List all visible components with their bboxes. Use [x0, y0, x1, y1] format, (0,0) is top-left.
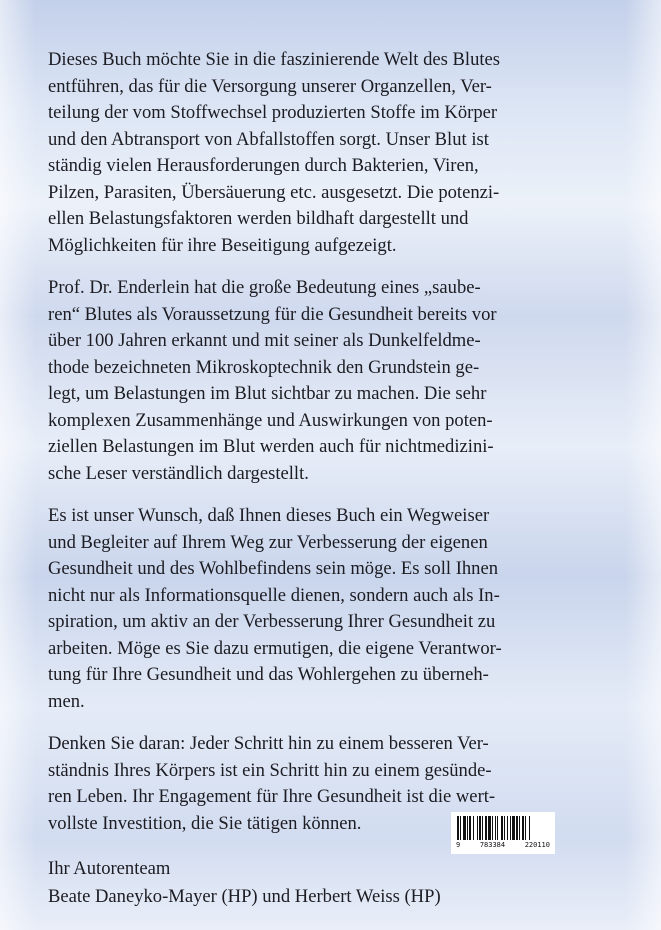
barcode-bar — [510, 816, 511, 840]
barcode-bar — [463, 816, 466, 840]
text-line: und den Abtransport von Abfallstoffen sorgt. Unser Blut ist — [48, 128, 489, 150]
barcode-bar — [522, 816, 524, 840]
text-line: men. — [48, 690, 85, 712]
barcode-bar — [488, 816, 491, 840]
back-cover-text — [48, 47, 634, 911]
barcode-bar — [477, 816, 478, 840]
text-line: sche Leser verständlich dargestellt. — [48, 462, 309, 484]
barcode-bar — [469, 816, 471, 840]
paragraph-intro — [48, 47, 634, 259]
text-line: ständnis Ihres Körpers ist ein Schritt hin zu einem gesünde- — [48, 759, 492, 781]
barcode-bar — [497, 816, 498, 840]
text-line: ziellen Belastungen im Blut werden auch für nichtmedizini- — [48, 436, 494, 457]
barcode-bar — [525, 816, 526, 840]
text-line: Pilzen, Parasiten, Übersäuerung etc. ausgesetzt. Die potenzi- — [48, 181, 500, 203]
text-line: ren Leben. Ihr Engagement für Ihre Gesundheit ist die wert- — [48, 786, 496, 807]
paragraph-enderlein — [48, 275, 634, 487]
text-line: ellen Belastungsfaktoren werden bildhaft dargestellt und — [48, 208, 469, 229]
barcode-digits — [456, 841, 550, 849]
text-line: ständig vielen Herausforderungen durch Bakterien, Viren, — [48, 155, 479, 176]
text-line: und Begleiter auf Ihrem Weg zur Verbesserung der eigenen — [48, 531, 488, 553]
barcode-bar — [457, 816, 459, 840]
barcode-bar — [485, 816, 487, 840]
barcode-bar — [460, 816, 461, 840]
text-line: tung für Ihre Gesundheit und das Wohlergehen zu überneh- — [48, 664, 489, 685]
barcode-digit-group: 783384 — [479, 841, 506, 849]
barcode-digit-group: 9 — [456, 841, 461, 849]
text-line: über 100 Jahren erkannt und mit seiner als Dunkelfeldme- — [48, 330, 481, 351]
barcode-bars — [456, 816, 550, 840]
text-line: Es ist unser Wunsch, daß Ihnen dieses Buch ein Wegweiser — [48, 505, 490, 526]
author-team-label: Ihr Autorenteam — [48, 858, 171, 879]
barcode-bar — [479, 816, 481, 840]
barcode-bar — [516, 816, 518, 840]
text-line: vollste Investition, die Sie tätigen können. — [48, 812, 362, 834]
barcode-bar — [495, 816, 496, 840]
barcode-bar — [501, 816, 503, 840]
barcode-bar — [467, 816, 468, 840]
text-line: Gesundheit und des Wohlbefindens sein möge. Es soll Ihnen — [48, 558, 499, 579]
text-line: Prof. Dr. Enderlein hat die große Bedeutung eines „saube- — [48, 277, 481, 298]
text-line: nicht nur als Informationsquelle dienen, sondern auch als In- — [48, 584, 500, 606]
barcode-bar — [492, 816, 493, 840]
left-edge-highlight — [0, 0, 36, 930]
barcode-bar — [519, 816, 520, 840]
barcode-bar — [512, 816, 515, 840]
barcode-bar — [473, 816, 474, 840]
signature-block — [48, 855, 634, 911]
text-line: komplexen Zusammenhänge und Auswirkungen von poten- — [48, 409, 493, 431]
barcode-digit-group: 220110 — [524, 841, 550, 849]
text-line: arbeiten. Möge es Sie dazu ermutigen, die eigene Verantwor- — [48, 637, 502, 659]
paragraph-wish — [48, 503, 634, 715]
barcode-bar — [504, 816, 505, 840]
text-line: spiration, um aktiv an der Verbesserung Ihrer Gesundheit zu — [48, 611, 496, 632]
text-line: Möglichkeiten für ihre Beseitigung aufgezeigt. — [48, 234, 397, 256]
barcode-bar — [507, 816, 508, 840]
barcode-bar — [482, 816, 483, 840]
text-line: thode bezeichneten Mikroskoptechnik den Grundstein ge- — [48, 356, 480, 378]
author-names: Beate Daneyko-Mayer (HP) und Herbert Weiss (HP) — [48, 886, 441, 907]
text-line: Denken Sie daran: Jeder Schritt hin zu einem besseren Ver- — [48, 733, 489, 754]
barcode-bar — [529, 816, 530, 840]
text-line: entführen, das für die Versorgung unserer Organzellen, Ver- — [48, 75, 492, 97]
text-line: ren“ Blutes als Voraussetzung für die Gesundheit bereits vor — [48, 303, 497, 325]
text-line: teilung der vom Stoffwechsel produzierten Stoffe im Körper — [48, 102, 498, 123]
text-line: Dieses Buch möchte Sie in die faszinierende Welt des Blutes — [48, 49, 501, 70]
text-line: legt, um Belastungen im Blut sichtbar zu machen. Die sehr — [48, 383, 487, 404]
isbn-barcode — [451, 812, 555, 854]
